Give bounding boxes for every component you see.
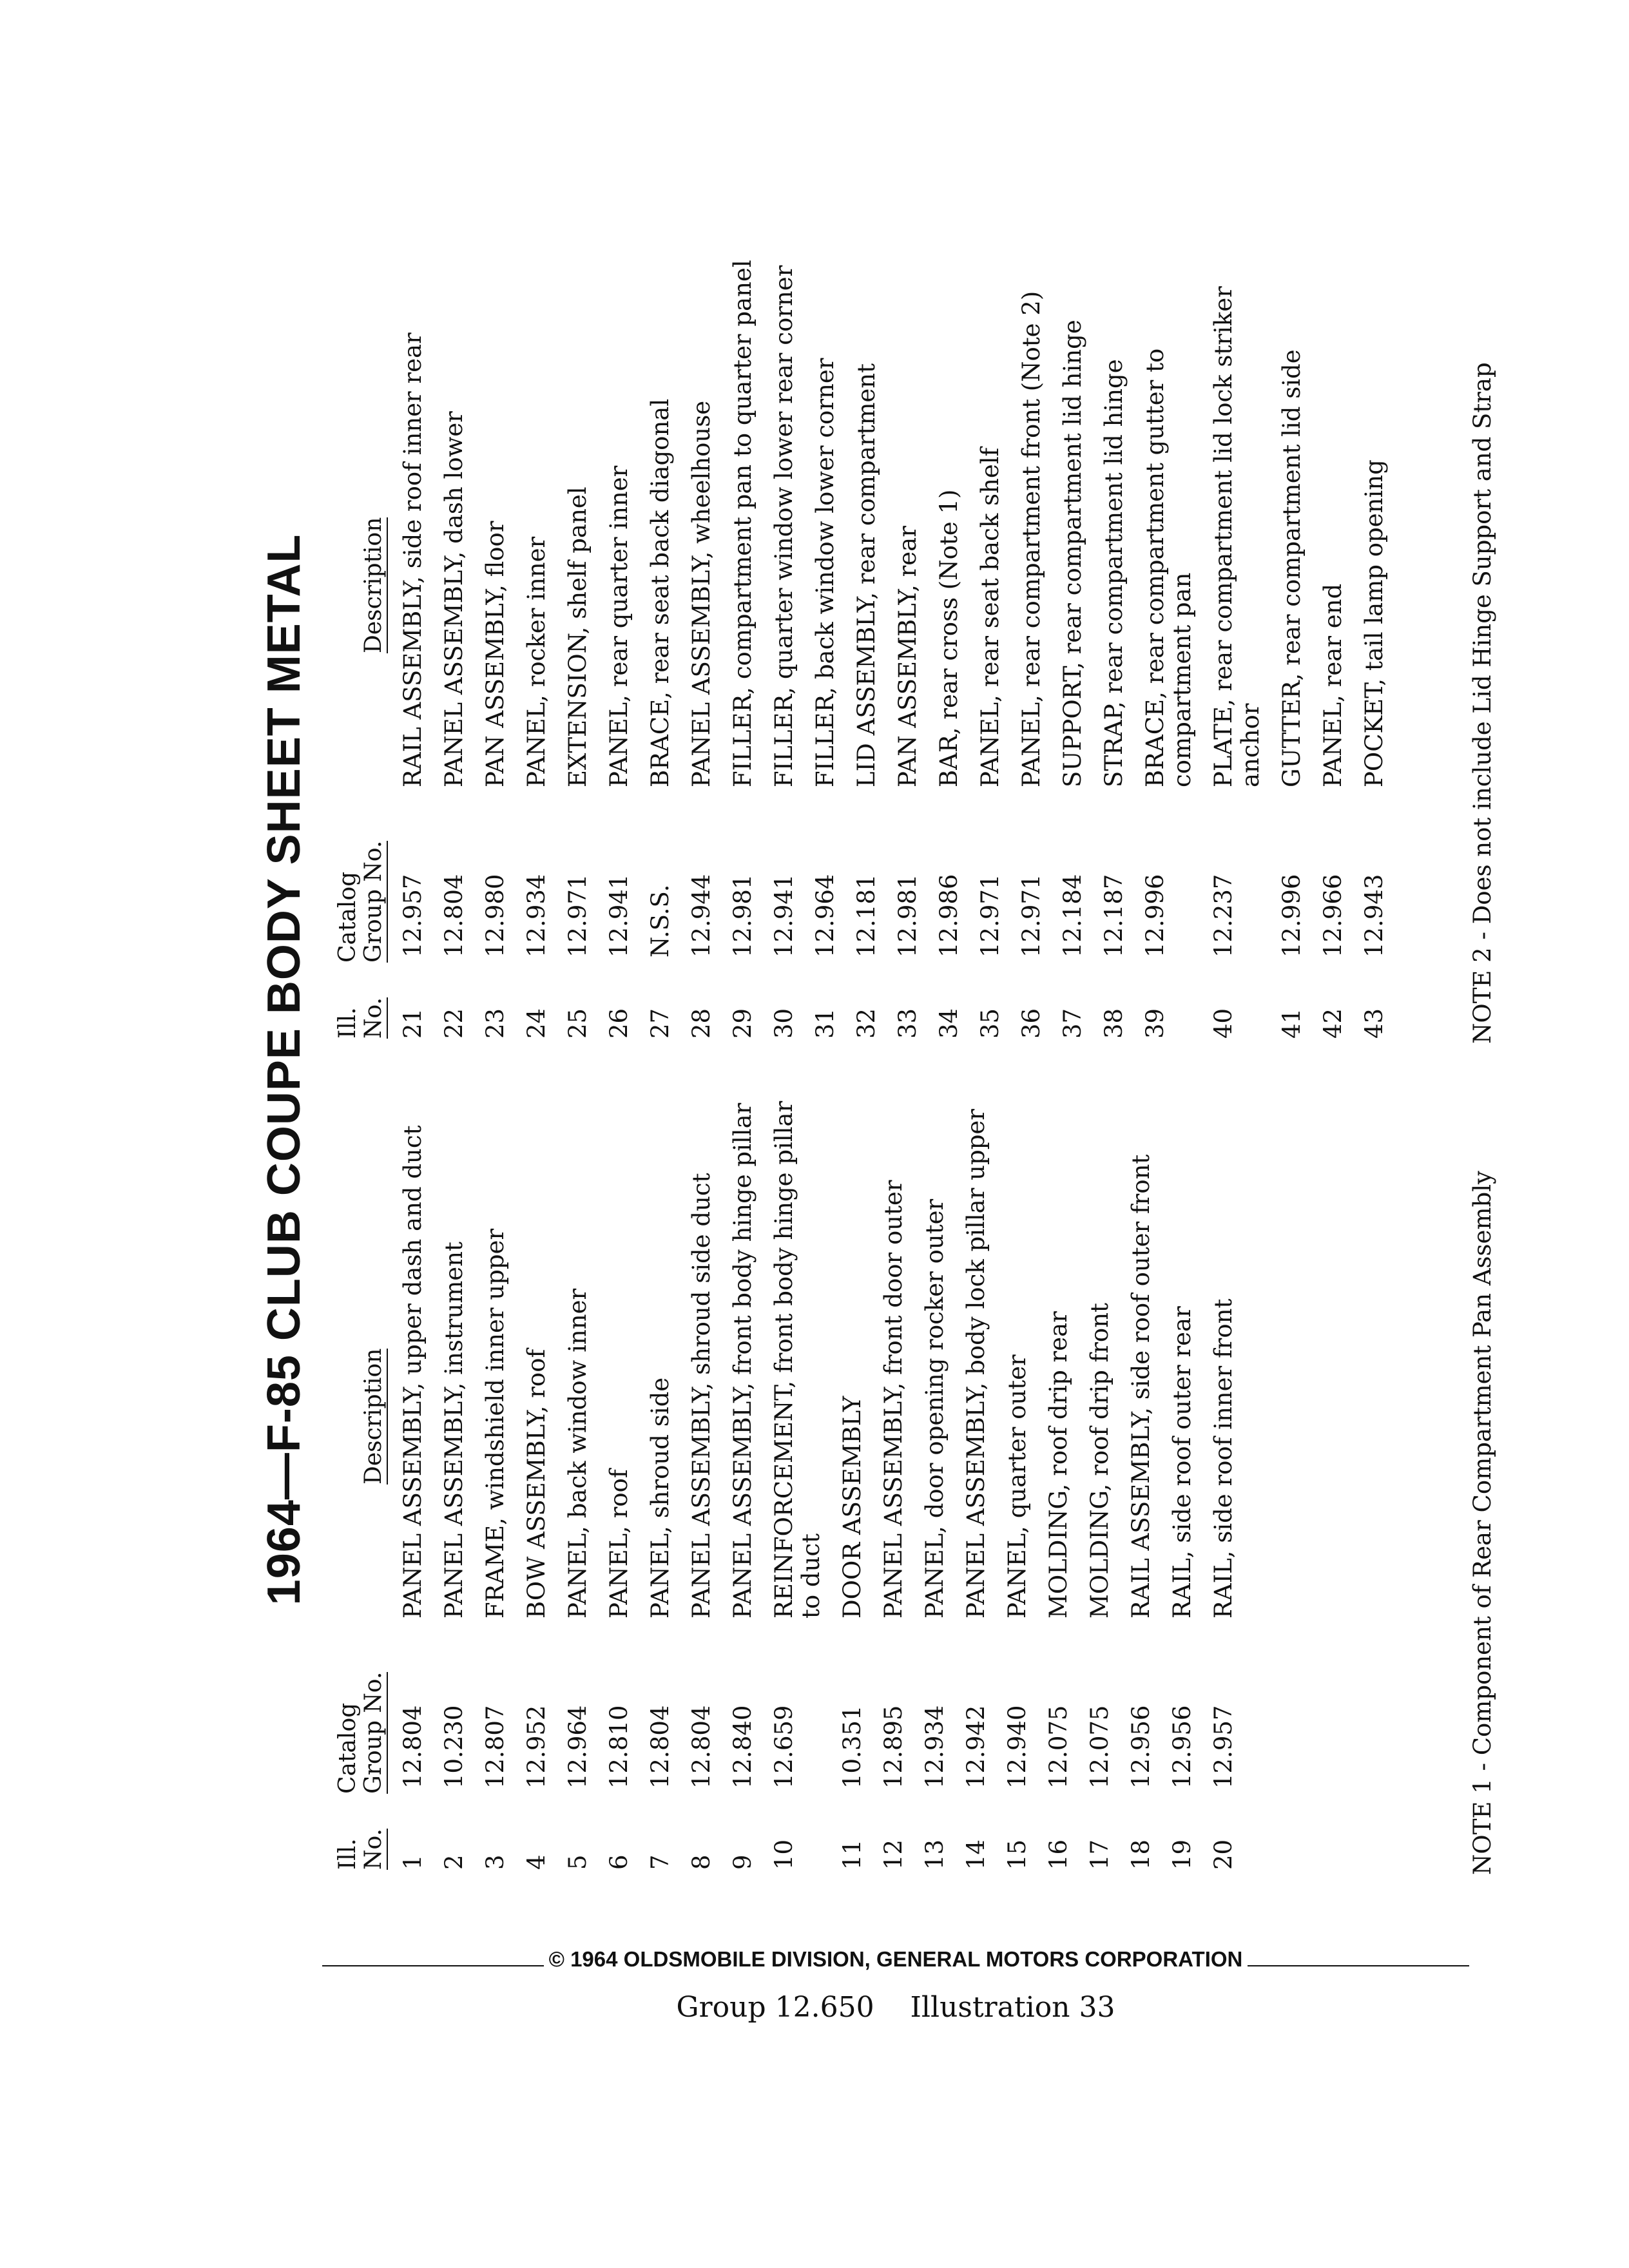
table-row (921, 1089, 949, 1875)
header-catalog-line1: Catalog (334, 1702, 361, 1794)
table-row (564, 1089, 592, 1875)
ill-no-cell: 4 (523, 1854, 550, 1870)
description-cell: PANEL ASSEMBLY, wheelhouse (688, 400, 715, 787)
ill-no-cell: 8 (688, 1854, 715, 1870)
catalog-group-cell: 12.971 (1017, 874, 1045, 957)
table-row (482, 1089, 509, 1875)
catalog-group-cell: 12.184 (1059, 874, 1086, 957)
header-ill-no (335, 1799, 388, 1875)
description-cell: PANEL, quarter outer (1003, 1354, 1031, 1619)
catalog-group-cell: 12.187 (1100, 874, 1128, 957)
ill-no-cell: 25 (564, 1008, 592, 1039)
description-cell: PANEL ASSEMBLY, instrument (440, 1242, 468, 1619)
ill-no-cell: 28 (688, 1008, 715, 1039)
catalog-group-cell: 12.980 (481, 874, 509, 957)
header-ill-line2: No. (360, 1829, 387, 1870)
description-cell: PANEL, rear end (1319, 583, 1347, 787)
catalog-group-cell: 12.840 (729, 1705, 757, 1789)
header-description-label: Description (360, 1348, 387, 1485)
table-row (1320, 258, 1347, 1044)
description-cell: POCKET, tail lamp opening (1360, 459, 1388, 787)
table-row (688, 258, 715, 1044)
catalog-group-cell: 12.804 (646, 1705, 674, 1789)
parts-table-right (335, 258, 1402, 1044)
table-row (400, 1089, 427, 1875)
group-illustration-caption: Group 12.650 Illustration 33 (676, 1991, 1115, 2024)
catalog-group-cell: 12.941 (605, 874, 633, 957)
header-ill-line1: Ill. (334, 1838, 361, 1870)
description-cell: GUTTER, rear compartment lid side (1278, 349, 1306, 787)
description-cell: RAIL, side roof inner front (1210, 1298, 1237, 1619)
ill-no-cell: 6 (605, 1854, 633, 1870)
description-cell: PANEL ASSEMBLY, shroud side duct (688, 1173, 715, 1619)
header-ill-line2: No. (360, 997, 387, 1039)
ill-no-cell: 34 (935, 1008, 963, 1039)
catalog-group-cell: 12.964 (811, 874, 839, 957)
description-cell: DOOR ASSEMBLY (838, 1396, 866, 1619)
header-description (361, 258, 388, 808)
catalog-group-cell: 12.944 (688, 874, 715, 957)
table-row (880, 1089, 907, 1875)
ill-no-cell: 22 (440, 1008, 468, 1039)
catalog-group-cell: 12.237 (1210, 874, 1237, 957)
ill-no-cell: 41 (1278, 1008, 1306, 1039)
description-cell: BOW ASSEMBLY, roof (523, 1349, 550, 1619)
catalog-group-cell: 12.804 (688, 1705, 715, 1789)
catalog-group-cell: 12.996 (1141, 874, 1169, 957)
table-row (441, 1089, 468, 1875)
description-cell: REINFORCEMENT, front body hinge pillar to duct (770, 1100, 825, 1619)
ill-no-cell: 9 (729, 1854, 757, 1870)
description-cell: PANEL ASSEMBLY, front body hinge pillar (729, 1102, 757, 1619)
table-row (977, 258, 1004, 1044)
catalog-group-cell: 12.075 (1045, 1705, 1072, 1789)
description-cell: PANEL, rocker inner (523, 536, 550, 787)
ill-no-cell: 17 (1086, 1839, 1113, 1870)
parts-table-left (335, 1089, 1251, 1875)
catalog-group-cell: 12.934 (921, 1705, 949, 1789)
description-cell: FRAME, windshield inner upper (481, 1228, 509, 1619)
description-cell: PANEL, rear compartment front (Note 2) (1017, 291, 1045, 787)
ill-no-cell: 42 (1319, 1008, 1347, 1039)
description-cell: PANEL, roof (605, 1469, 633, 1619)
description-cell: BRACE, rear compartment gutter to compartment pan (1141, 348, 1196, 787)
catalog-group-cell: 12.964 (564, 1705, 592, 1789)
catalog-group-cell: 12.966 (1319, 874, 1347, 957)
table-row (564, 258, 592, 1044)
catalog-group-cell: 12.075 (1086, 1705, 1113, 1789)
table-row (1059, 258, 1086, 1044)
ill-no-cell: 7 (646, 1854, 674, 1870)
ill-no-cell: 14 (962, 1839, 990, 1870)
copyright-line (322, 1947, 1469, 1972)
catalog-group-cell: 12.810 (605, 1705, 633, 1789)
description-cell: PANEL, rear seat back shelf (976, 447, 1004, 787)
table-row (1128, 1089, 1155, 1875)
table-row (963, 1089, 990, 1875)
table-row (812, 258, 839, 1044)
ill-no-cell: 24 (523, 1008, 550, 1039)
ill-no-cell: 15 (1003, 1839, 1031, 1870)
catalog-group-cell: 12.942 (962, 1705, 990, 1789)
catalog-group-cell: 10.351 (838, 1705, 866, 1789)
table-row (1101, 258, 1128, 1044)
description-cell: BRACE, rear seat back diagonal (646, 398, 674, 787)
table-row (1278, 258, 1306, 1044)
description-cell: SUPPORT, rear compartment lid hinge (1059, 320, 1086, 787)
ill-no-cell: 31 (811, 1008, 839, 1039)
note-1: NOTE 1 - Component of Rear Compartment Pan Assembly (1469, 1171, 1496, 1875)
catalog-group-cell: 12.804 (440, 874, 468, 957)
rotated-parts-list (258, 260, 1521, 1875)
header-description (361, 1089, 388, 1639)
ill-no-cell: 27 (646, 1008, 674, 1039)
table-header (335, 258, 388, 1044)
catalog-group-cell: 12.659 (770, 1705, 798, 1789)
ill-no-cell: 20 (1210, 1839, 1237, 1870)
description-cell: PANEL, back window inner (564, 1288, 592, 1619)
ill-no-cell: 18 (1127, 1839, 1155, 1870)
catalog-group-cell: 12.941 (770, 874, 798, 957)
catalog-group-cell: 10.230 (440, 1705, 468, 1789)
ill-no-cell: 36 (1017, 1008, 1045, 1039)
ill-no-cell: 29 (729, 1008, 757, 1039)
ill-no-cell: 33 (894, 1008, 921, 1039)
ill-no-cell: 43 (1360, 1008, 1388, 1039)
catalog-group-cell: 12.895 (880, 1705, 907, 1789)
table-row (1210, 258, 1264, 1044)
ill-no-cell: 19 (1168, 1839, 1196, 1870)
table-row (482, 258, 509, 1044)
table-row (936, 258, 963, 1044)
ill-no-cell: 35 (976, 1008, 1004, 1039)
catalog-group-cell: 12.981 (729, 874, 757, 957)
description-cell: STRAP, rear compartment lid hinge (1100, 359, 1128, 787)
ill-no-cell: 30 (770, 1008, 798, 1039)
ill-no-cell: 16 (1045, 1839, 1072, 1870)
ill-no-cell: 13 (921, 1839, 949, 1870)
table-row (647, 258, 674, 1044)
ill-no-cell: 12 (880, 1839, 907, 1870)
description-cell: BAR, rear cross (Note 1) (935, 489, 963, 787)
ill-no-cell: 10 (770, 1839, 798, 1870)
description-cell: PANEL, shroud side (646, 1377, 674, 1619)
header-ill-line1: Ill. (334, 1007, 361, 1039)
catalog-group-cell: 12.996 (1278, 874, 1306, 957)
copyright-text: © 1964 OLDSMOBILE DIVISION, GENERAL MOTORS CORPORATION (544, 1947, 1248, 1971)
table-body (400, 1089, 1237, 1875)
table-header (335, 1089, 388, 1875)
catalog-group-cell: 12.934 (523, 874, 550, 957)
description-cell: PANEL, door opening rocker outer (921, 1198, 949, 1619)
header-description-label: Description (360, 517, 387, 653)
catalog-group-cell: N.S.S. (646, 884, 674, 957)
table-row (1169, 1089, 1196, 1875)
ill-no-cell: 37 (1059, 1008, 1086, 1039)
header-catalog-no (335, 808, 388, 968)
table-row (523, 1089, 550, 1875)
description-cell: MOLDING, roof drip rear (1045, 1311, 1072, 1619)
ill-no-cell: 1 (399, 1854, 427, 1870)
table-row (523, 258, 550, 1044)
table-row (1045, 1089, 1072, 1875)
description-cell: PANEL ASSEMBLY, body lock pillar upper (962, 1109, 990, 1619)
description-cell: RAIL, side roof outer rear (1168, 1306, 1196, 1619)
ill-no-cell: 2 (440, 1854, 468, 1870)
description-cell: PANEL, rear quarter inner (605, 465, 633, 787)
page-title: 1964—F-85 CLUB COUPE BODY SHEET METAL (258, 533, 310, 1606)
header-catalog-line1: Catalog (334, 871, 361, 963)
catalog-group-cell: 12.181 (853, 874, 880, 957)
table-row (606, 258, 633, 1044)
table-row (729, 258, 757, 1044)
table-row (400, 258, 427, 1044)
table-row (853, 258, 880, 1044)
header-catalog-line2: Group No. (360, 840, 387, 963)
table-row (1210, 1089, 1237, 1875)
description-cell: EXTENSION, shelf panel (564, 486, 592, 787)
table-row (1086, 1089, 1113, 1875)
description-cell: MOLDING, roof drip front (1086, 1303, 1113, 1619)
table-row (894, 258, 921, 1044)
ill-no-cell: 3 (481, 1854, 509, 1870)
description-cell: RAIL ASSEMBLY, side roof inner rear (399, 332, 427, 787)
description-cell: PANEL ASSEMBLY, front door outer (880, 1180, 907, 1619)
table-row (688, 1089, 715, 1875)
header-catalog-line2: Group No. (360, 1671, 387, 1794)
table-row (839, 1089, 866, 1875)
table-row (1018, 258, 1045, 1044)
description-cell: LID ASSEMBLY, rear compartment (853, 363, 880, 787)
description-cell: RAIL ASSEMBLY, side roof outer front (1127, 1154, 1155, 1619)
description-cell: PANEL ASSEMBLY, dash lower (440, 411, 468, 787)
ill-no-cell: 26 (605, 1008, 633, 1039)
catalog-group-cell: 12.957 (399, 874, 427, 957)
ill-no-cell: 21 (399, 1008, 427, 1039)
catalog-group-cell: 12.943 (1360, 874, 1388, 957)
catalog-group-cell: 12.986 (935, 874, 963, 957)
catalog-group-cell: 12.971 (976, 874, 1004, 957)
description-cell: PANEL ASSEMBLY, upper dash and duct (399, 1125, 427, 1619)
description-cell: FILLER, back window lower corner (811, 358, 839, 787)
table-body (400, 258, 1388, 1044)
catalog-group-cell: 12.952 (523, 1705, 550, 1789)
description-cell: FILLER, compartment pan to quarter panel (729, 260, 757, 787)
ill-no-cell: 5 (564, 1854, 592, 1870)
table-row (771, 1089, 825, 1875)
table-row (729, 1089, 757, 1875)
catalog-group-cell: 12.957 (1210, 1705, 1237, 1789)
table-row (1142, 258, 1196, 1044)
description-cell: PAN ASSEMBLY, rear (894, 526, 921, 787)
catalog-group-cell: 12.940 (1003, 1705, 1031, 1789)
note-2: NOTE 2 - Does not include Lid Hinge Support and Strap (1469, 362, 1496, 1044)
ill-no-cell: 40 (1210, 1008, 1237, 1039)
catalog-group-cell: 12.956 (1127, 1705, 1155, 1789)
catalog-group-cell: 12.807 (481, 1705, 509, 1789)
header-catalog-no (335, 1639, 388, 1799)
table-row (647, 1089, 674, 1875)
table-row (1004, 1089, 1031, 1875)
ill-no-cell: 32 (853, 1008, 880, 1039)
ill-no-cell: 23 (481, 1008, 509, 1039)
ill-no-cell: 39 (1141, 1008, 1169, 1039)
catalog-group-cell: 12.971 (564, 874, 592, 957)
table-row (771, 258, 798, 1044)
catalog-group-cell: 12.956 (1168, 1705, 1196, 1789)
catalog-group-cell: 12.804 (399, 1705, 427, 1789)
table-row (441, 258, 468, 1044)
description-cell: FILLER, quarter window lower rear corner (770, 265, 798, 787)
table-row (1361, 258, 1388, 1044)
ill-no-cell: 11 (838, 1839, 866, 1870)
description-cell: PAN ASSEMBLY, floor (481, 521, 509, 787)
catalog-group-cell: 12.981 (894, 874, 921, 957)
header-ill-no (335, 968, 388, 1044)
table-row (606, 1089, 633, 1875)
description-cell: PLATE, rear compartment lid lock striker anchor (1210, 286, 1264, 787)
ill-no-cell: 38 (1100, 1008, 1128, 1039)
